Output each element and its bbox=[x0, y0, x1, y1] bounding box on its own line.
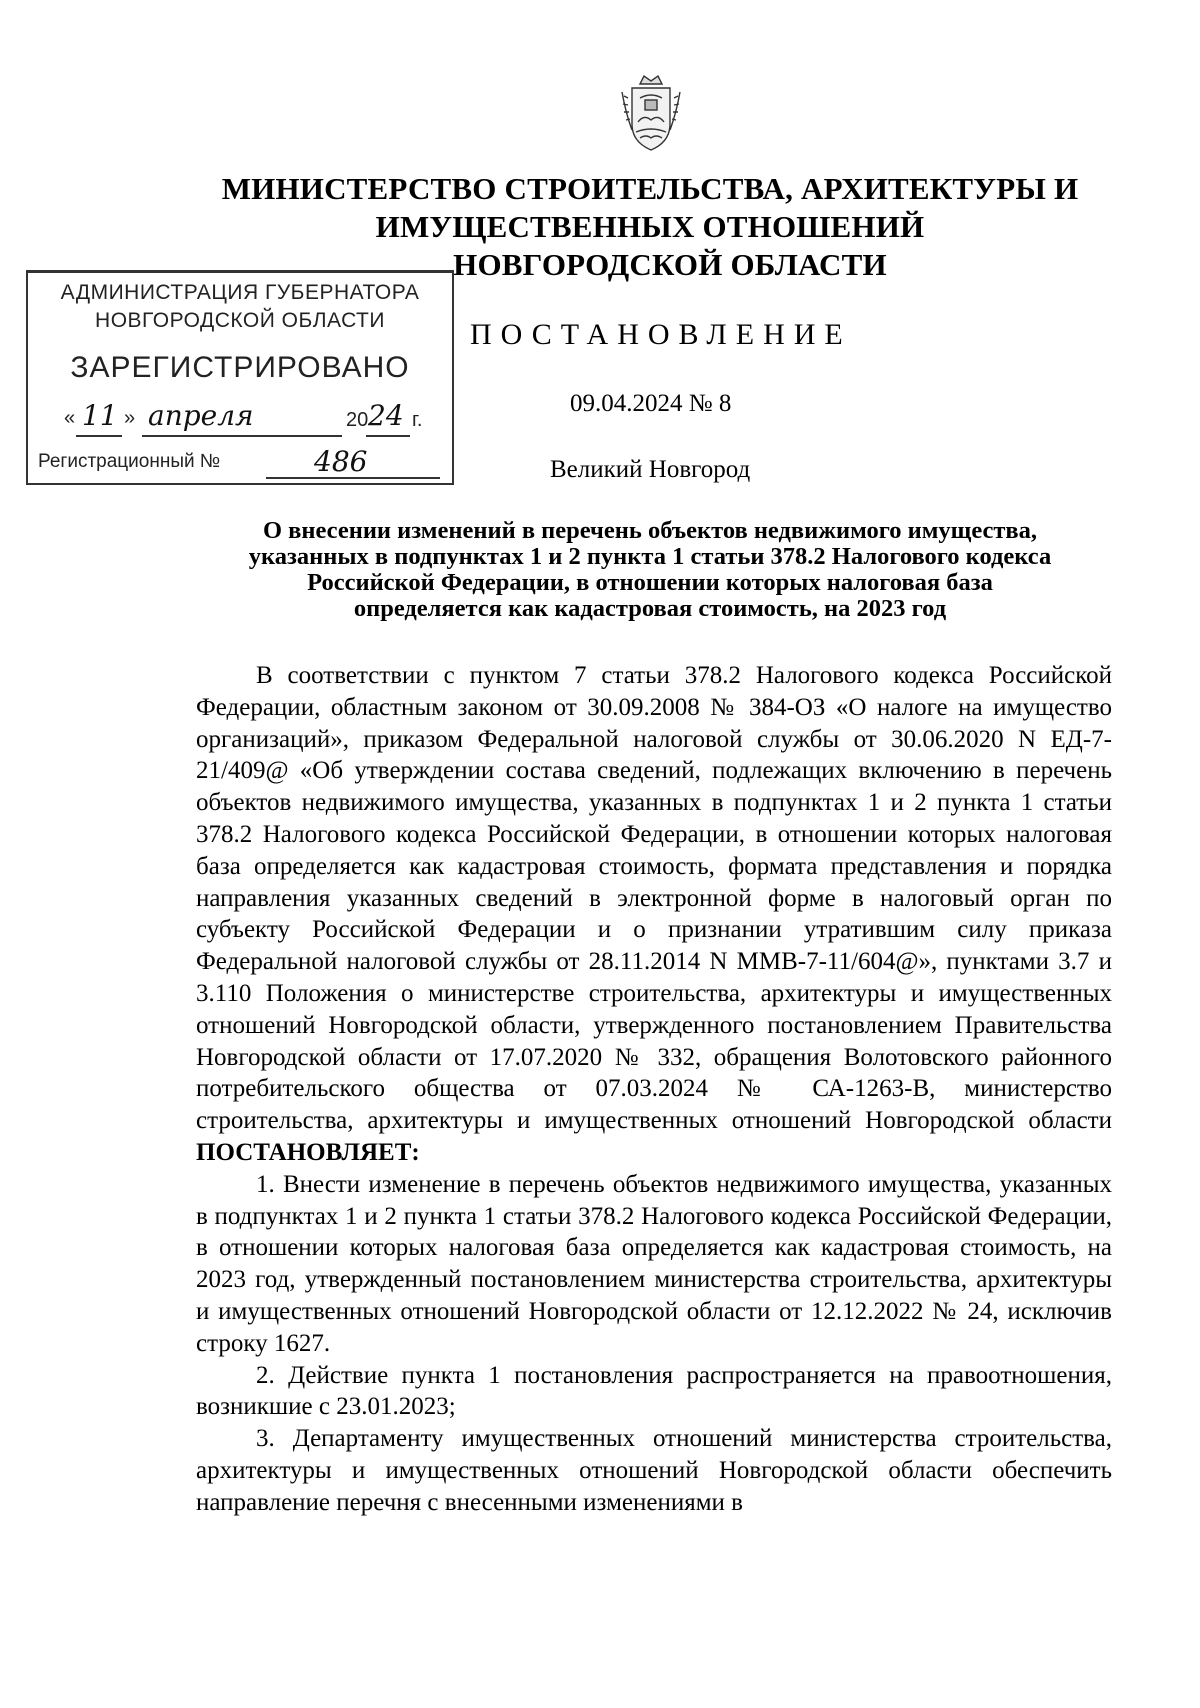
stamp-year-unit: г. bbox=[412, 409, 423, 431]
subject-line-3: Российской Федерации, в отношении которых налоговая база bbox=[307, 569, 993, 596]
item-1: 1. Внести изменение в перечень объектов недвижимого имущества, указанных в подпунктах 1 и 2 пункта 1 статьи 378.2 Налогового кодекса Российской Федерации, в отношении которых налоговая база определяется как кадастровая стоимость, на 2023 год, утвержденный постановлением министерства строительства, архитектуры и имущественных отношений Новгородской области от 12.12.2022 № 24, исключив строку 1627. bbox=[196, 1170, 1112, 1357]
decree-subject bbox=[190, 518, 1110, 622]
subject-line-1: О внесении изменений в перечень объектов недвижимого имущества, bbox=[262, 517, 1038, 544]
stamp-registered: ЗАРЕГИСТРИРОВАНО bbox=[70, 351, 410, 384]
ministry-name bbox=[190, 170, 1110, 284]
stamp-year-prefix: 20 bbox=[346, 409, 369, 431]
decree-title: ПОСТАНОВЛЕНИЕ bbox=[470, 318, 852, 351]
subject-line-2: указанных в подпунктах 1 и 2 пункта 1 статьи 378.2 Налогового кодекса bbox=[248, 543, 1052, 570]
decree-city: Великий Новгород bbox=[550, 456, 751, 483]
ministry-line-1: МИНИСТЕРСТВО СТРОИТЕЛЬСТВА, АРХИТЕКТУРЫ И bbox=[221, 171, 1079, 206]
registration-stamp bbox=[26, 270, 454, 485]
decree-body bbox=[196, 660, 1112, 1519]
stamp-year-suffix: 24 bbox=[368, 399, 404, 432]
stamp-org-line-2: НОВГОРОДСКОЙ ОБЛАСТИ bbox=[95, 309, 385, 332]
coat-of-arms-icon bbox=[618, 74, 684, 154]
stamp-month: апреля bbox=[148, 399, 254, 432]
intro-paragraph bbox=[196, 660, 1112, 1169]
stamp-reg-label: Регистрационный № bbox=[38, 451, 221, 472]
item-2: 2. Действие пункта 1 постановления распространяется на правоотношения, возникшие с 23.01.2023; bbox=[196, 1361, 1112, 1421]
ministry-line-2: ИМУЩЕСТВЕННЫХ ОТНОШЕНИЙ bbox=[375, 209, 925, 244]
stamp-day: 11 bbox=[82, 399, 118, 432]
decrees-word: ПОСТАНОВЛЯЕТ: bbox=[196, 1138, 420, 1166]
decree-date-number: 09.04.2024 № 8 bbox=[570, 390, 732, 417]
item-3: 3. Департаменту имущественных отношений министерства строительства, архитектуры и имущественных отношений Новгородской области обеспечить направление перечня с внесенными изменениями в bbox=[196, 1425, 1112, 1516]
stamp-reg-number: 486 bbox=[314, 445, 368, 478]
subject-line-4: определяется как кадастровая стоимость, на 2023 год bbox=[353, 595, 947, 622]
ministry-line-3: НОВГОРОДСКОЙ ОБЛАСТИ bbox=[453, 247, 887, 282]
intro-text: В соответствии с пунктом 7 статьи 378.2 Налогового кодекса Российской Федерации, областным законом от 30.09.2008 № 384-ОЗ «О налоге на имущество организаций», приказом Федеральной налоговой службы от 30.06.2020 N ЕД-7-21/409@ «Об утверждении состава сведений, подлежащих включению в перечень объектов недвижимого имущества, указанных в подпунктах 1 и 2 пункта 1 статьи 378.2 Налогового кодекса Российской Федерации, в отношении которых налоговая база определяется как кадастровая стоимость, формата представления и порядка направления указанных сведений в электронной форме в налоговый орган по субъекту Российской Федерации и о признании утратившим силу приказа Федеральной налоговой службы от 28.11.2014 N ММВ-7-11/604@», пунктами 3.7 и 3.110 Положения о министерстве строительства, архитектуры и имущественных отношений Новгородской области, утвержденного постановлением Правительства Новгородской области от 17.07.2020 № 332, обращения Волотовского районного потребительского общества от 07.03.2024 № СА-1263-В, министерство строительства, архитектуры и имущественных отношений Новгородской области bbox=[196, 662, 1112, 1135]
stamp-date-line: « 11 » апреля 20 24 г. bbox=[64, 399, 450, 439]
stamp-org-line-1: АДМИНИСТРАЦИЯ ГУБЕРНАТОРА bbox=[60, 281, 420, 304]
